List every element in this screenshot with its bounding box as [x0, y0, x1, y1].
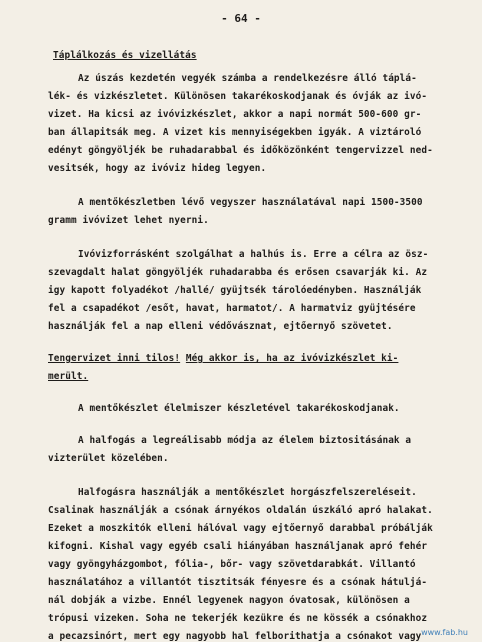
text-line: gramm ivóvizet lehet nyerni.	[48, 215, 209, 226]
text-line: trópusi vizeken. Soha ne tekerjék kezükre és ne kössék a csónakhoz	[48, 613, 428, 624]
warning-part1: Tengervizet inni tilos!	[48, 353, 181, 364]
text-line: edényt göngyöljék be ruhadarabbal és időközönként tengervizzel ned-	[48, 145, 433, 156]
text-line: vagy gyöngyházgombot, fólia-, bőr- vagy szövetdarabkát. Villantó	[48, 559, 416, 570]
text-line: Ezeket a moszkitók elleni hálóval vagy ejtőernyő darabbal próbálják	[48, 523, 433, 534]
text-line: Ivóvizforrásként szolgálhat a halhús is. Erre a célra az ösz-	[78, 249, 429, 260]
text-line: vesitsék, hogy az ivóviz hideg legyen.	[48, 163, 267, 174]
text-line: vizterület közelében.	[48, 453, 169, 464]
page-number: - 64 -	[221, 12, 261, 25]
warning-line	[48, 353, 398, 364]
text-line: vizet. Ha kicsi az ivóvizkészlet, akkor a napi normát 500-600 gr-	[48, 109, 422, 120]
text-line: Halfogásra használják a mentőkészlet horgászfelszereléseit.	[78, 487, 417, 498]
text-line: nál dobják a vizbe. Ennél legyenek nagyon óvatosak, különösen a	[48, 595, 410, 606]
text-line: a pecazsinórt, mert egy nagyobb hal felborithatja a csónakot vagy	[48, 631, 422, 642]
text-line: használják fel a nap elleni védővásznat, ejtőernyő szövetet.	[48, 321, 393, 332]
text-line: A halfogás a legreálisabb módja az élelem biztositásának a	[78, 435, 412, 446]
warning-part3: Még akkor is, ha az ivóvizkészlet ki-	[185, 353, 399, 364]
text-line: Az úszás kezdetén vegyék számba a rendelkezésre álló táplá-	[78, 73, 417, 84]
text-line: szevagdalt halat göngyöljék ruhadarabba és erősen csavarják ki. Az	[48, 267, 428, 278]
text-line: A mentőkészletben lévő vegyszer használatával napi 1500-3500	[78, 197, 423, 208]
watermark: www.fab.hu	[421, 628, 468, 637]
text-line: lék- és vizkészletet. Különösen takarékoskodjanak és óvják az ivó-	[48, 91, 428, 102]
text-line: fel a csapadékot /esőt, havat, harmatot/. A harmatviz gyüjtésére	[48, 303, 416, 314]
text-line: használatához a villantót tisztitsák fényesre és a csónak hátuljá-	[48, 577, 428, 588]
text-line: ban állapitsák meg. A vizet kis mennyiségekben igyák. A viztároló	[48, 127, 422, 138]
text-line: merült.	[48, 371, 89, 382]
text-line: Csalinak használják a csónak árnyékos oldalán úszkáló apró halakat.	[48, 505, 433, 516]
text-line: A mentőkészlet élelmiszer készletével takarékoskodjanak.	[78, 403, 400, 414]
text-line: kifogni. Kishal vagy egyéb csali hiányában használjanak apró fehér	[48, 541, 428, 552]
text-line: igy kapott folyadékot /hallé/ gyüjtsék tárolóedényben. Használják	[48, 285, 422, 296]
section-heading: Táplálkozás és vizellátás	[53, 50, 197, 61]
